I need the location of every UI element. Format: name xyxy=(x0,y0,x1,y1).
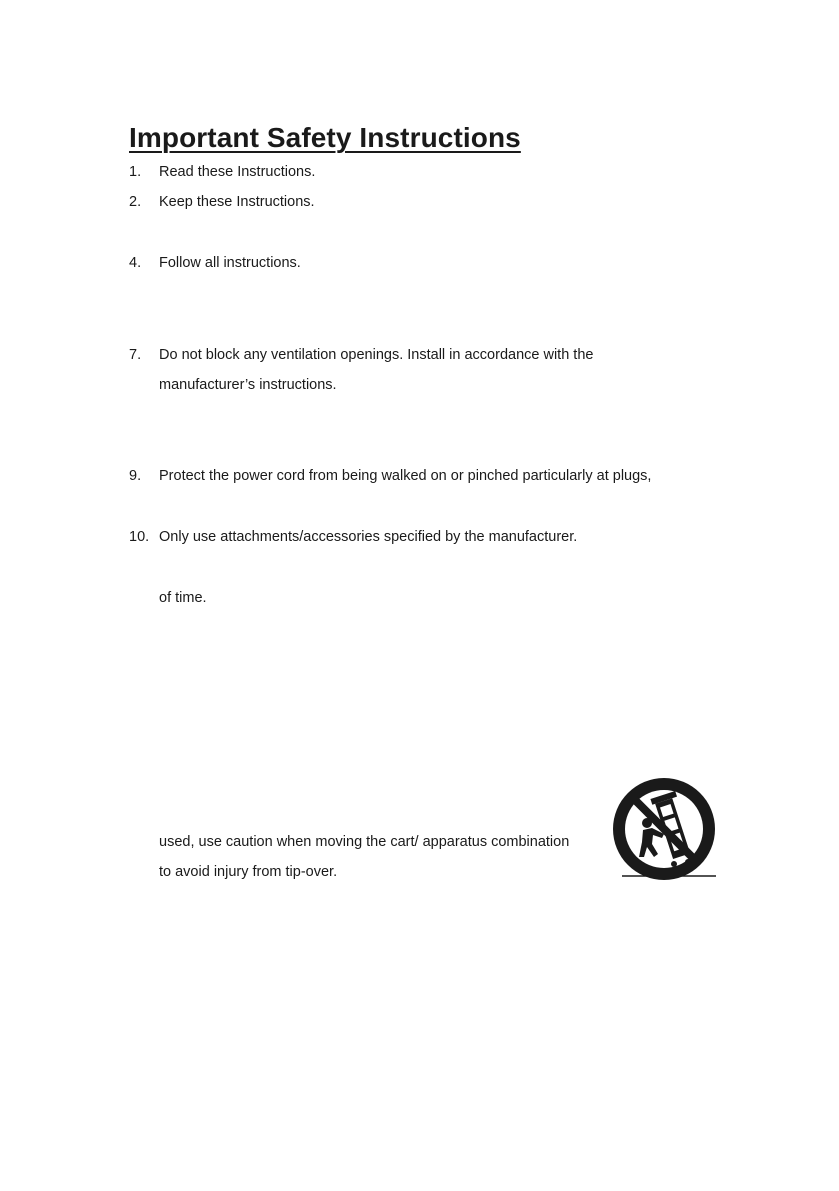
item-text: Only use attachments/accessories specified by the manufacturer. xyxy=(159,529,578,545)
item-text: of time. xyxy=(159,590,207,606)
page-title: Important Safety Instructions xyxy=(129,122,521,153)
item-text: used, use caution when moving the cart/ apparatus combination xyxy=(159,834,570,850)
item-text: Read these Instructions. xyxy=(159,164,316,180)
item-text: to avoid injury from tip-over. xyxy=(159,864,338,880)
item-text: Keep these Instructions. xyxy=(159,194,315,210)
item-text: Protect the power cord from being walked on or pinched particularly at plugs, xyxy=(159,468,652,484)
item-number: 4. xyxy=(129,255,142,271)
cart-tip-over-warning-icon xyxy=(612,778,718,882)
item-number: 7. xyxy=(129,347,142,363)
item-number: 2. xyxy=(129,194,142,210)
item-text: manufacturer’s instructions. xyxy=(159,377,337,393)
item-number: 1. xyxy=(129,164,142,180)
item-number: 9. xyxy=(129,468,142,484)
item-number: 10. xyxy=(129,529,150,545)
item-text: Do not block any ventilation openings. Install in accordance with the xyxy=(159,347,594,363)
item-text: Follow all instructions. xyxy=(159,255,301,271)
